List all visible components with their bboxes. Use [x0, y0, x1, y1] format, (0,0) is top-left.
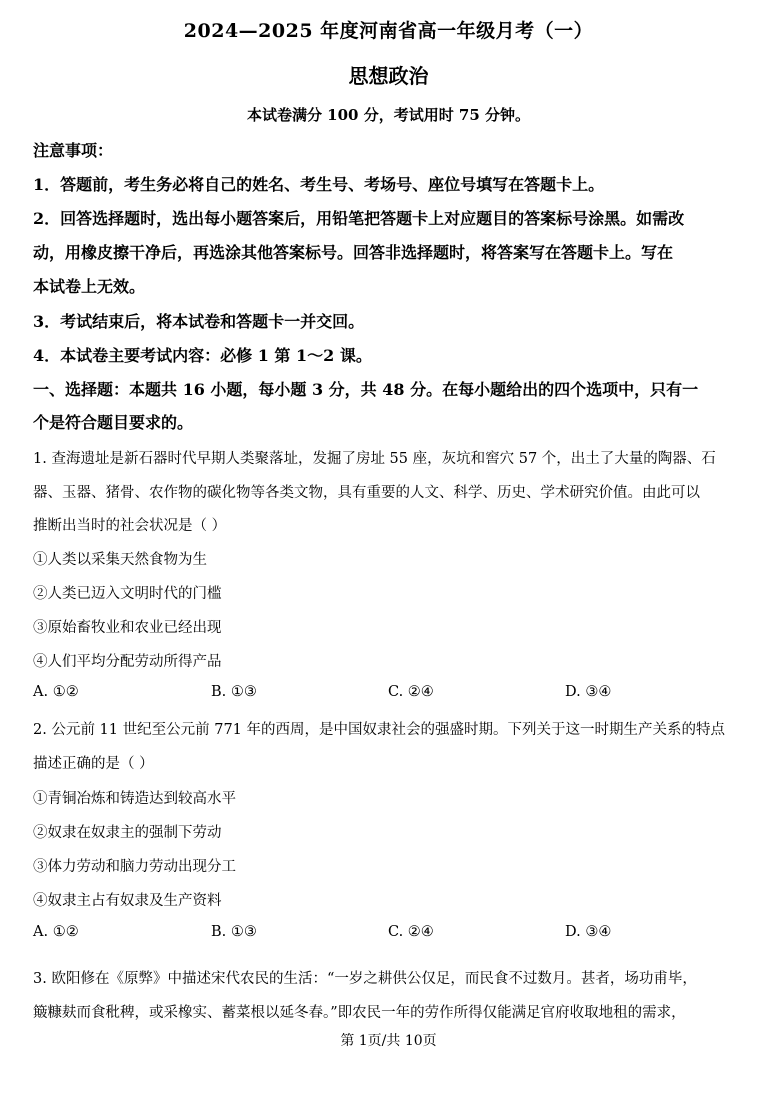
question-2-line-1: 2. 公元前 11 世纪至公元前 771 年的西周，是中国奴隶社会的强盛时期。下列关于这一时期生产关系的特点 [33, 722, 726, 738]
notice-item-2-line-3: 本试卷上无效。 [33, 277, 146, 296]
exam-title: 2024—2025 年度河南省高一年级月考（一） [183, 20, 594, 42]
question-1-statement-2: ②人类已迈入文明时代的门槛 [33, 586, 222, 602]
section-heading-line-1: 一、选择题：本题共 16 小题，每小题 3 分，共 48 分。在每小题给出的四个选项中，只有一 [33, 380, 699, 399]
question-1-option-c: C. ②④ [388, 684, 434, 700]
notice-item-2-line-1: 2．回答选择题时，选出每小题答案后，用铅笔把答题卡上对应题目的答案标号涂黑。如需改 [33, 209, 685, 228]
notice-item-3: 3．考试结束后，将本试卷和答题卡一并交回。 [33, 312, 365, 331]
notice-item-1: 1．答题前，考生务必将自己的姓名、考生号、考场号、座位号填写在答题卡上。 [33, 175, 605, 194]
question-1-option-a: A. ①② [33, 684, 79, 700]
question-2-option-d: D. ③④ [565, 924, 612, 940]
question-3-line-1: 3. 欧阳修在《原弊》中描述宋代农民的生活：“一岁之耕供公仅足，而民食不过数月。甚者，场功甫毕， [33, 971, 697, 987]
notice-item-4: 4．本试卷主要考试内容：必修 1 第 1～2 课。 [33, 346, 372, 365]
question-2-statement-2: ②奴隶在奴隶主的强制下劳动 [33, 825, 222, 841]
section-heading-line-2: 个是符合题目要求的。 [33, 413, 194, 432]
question-1-option-b: B. ①③ [211, 684, 257, 700]
question-1-statement-1: ①人类以采集天然食物为生 [33, 552, 207, 568]
question-2-option-c: C. ②④ [388, 924, 434, 940]
question-2-statement-3: ③体力劳动和脑力劳动出现分工 [33, 859, 236, 875]
page-number: 第 1页/共 10页 [340, 1033, 437, 1049]
question-1-option-d: D. ③④ [565, 684, 612, 700]
question-2-option-b: B. ①③ [211, 924, 257, 940]
question-1-line-3: 推断出当时的社会状况是（ ） [33, 518, 227, 534]
question-1-line-2: 器、玉器、猪骨、农作物的碳化物等各类文物，具有重要的人文、科学、历史、学术研究价值。由此可以 [33, 485, 700, 501]
question-2-statement-4: ④奴隶主占有奴隶及生产资料 [33, 893, 222, 909]
exam-info: 本试卷满分 100 分，考试用时 75 分钟。 [246, 106, 531, 124]
question-1-statement-4: ④人们平均分配劳动所得产品 [33, 654, 222, 670]
question-1-line-1: 1. 查海遗址是新石器时代早期人类聚落址，发掘了房址 55 座，灰坑和窖穴 57 个，出土了大量的陶器、石 [33, 451, 716, 467]
subject-title: 思想政治 [348, 64, 429, 88]
notice-heading: 注意事项： [33, 141, 114, 160]
question-2-line-2: 描述正确的是（ ） [33, 756, 154, 772]
notice-item-2-line-2: 动，用橡皮擦干净后，再选涂其他答案标号。回答非选择题时，将答案写在答题卡上。写在 [33, 243, 674, 262]
question-1-statement-3: ③原始畜牧业和农业已经出现 [33, 620, 222, 636]
question-3-line-2: 簸糠麸而食秕稗，或采橡实、蓄菜根以延冬春。”即农民一年的劳作所得仅能满足官府收取地租的需求， [33, 1005, 686, 1021]
question-2-option-a: A. ①② [33, 924, 79, 940]
question-2-statement-1: ①青铜冶炼和铸造达到较高水平 [33, 791, 236, 807]
